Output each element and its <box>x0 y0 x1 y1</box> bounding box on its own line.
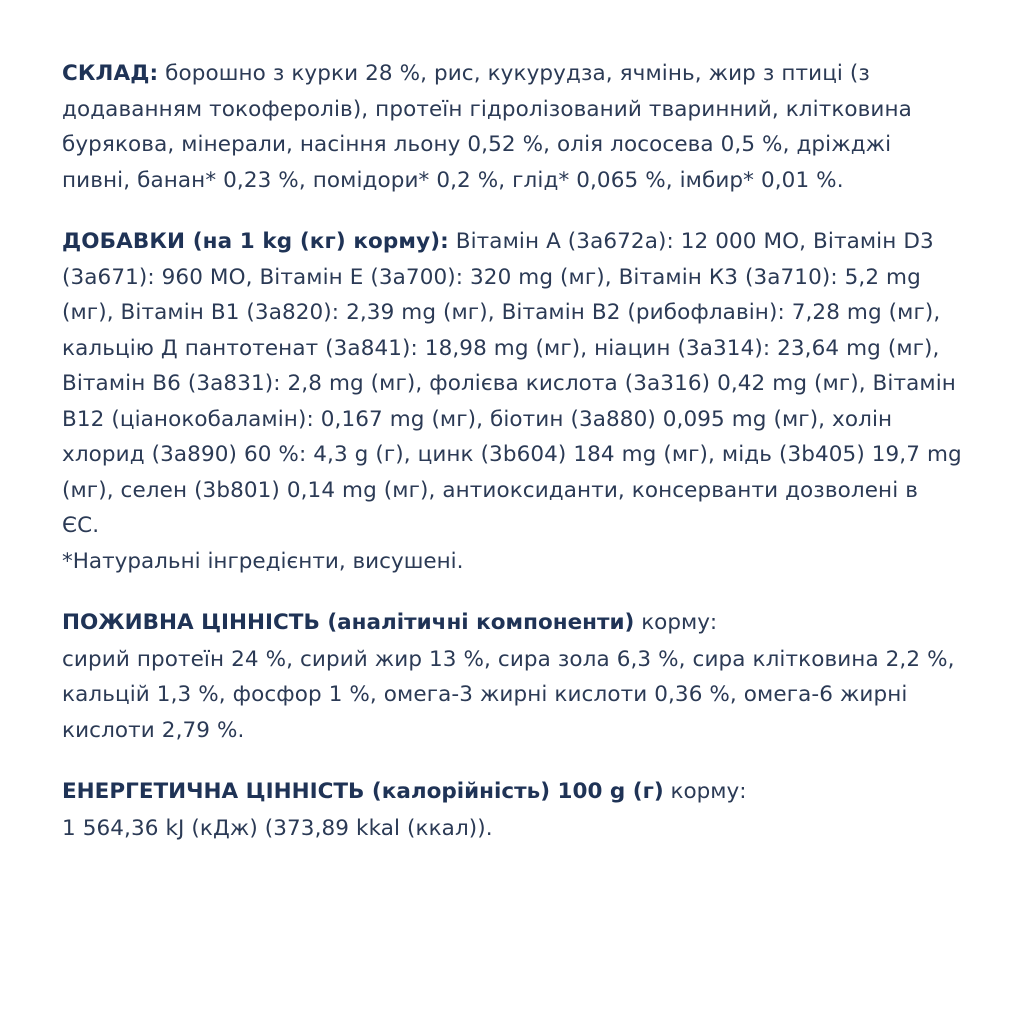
nutritional-value-text: сирий протеїн 24 %, сирий жир 13 %, сира зола 6,3 %, сира клітковина 2,2 %, кальцій 1,3 %, фосфор 1 %, омега-3 жирні кислоти 0,36 %, омега-6 жирні кислоти 2,79 %. <box>62 646 955 743</box>
additives-label: ДОБАВКИ (на 1 kg (кг) корму): <box>62 229 449 254</box>
nutritional-value-section <box>62 605 962 748</box>
nutritional-value-heading-strong: ПОЖИВНА ЦІННІСТЬ (аналітичні компоненти) <box>62 610 635 635</box>
energy-value-text: 1 564,36 kJ (кДж) (373,89 kkal (ккал)). <box>62 815 493 841</box>
composition-label: СКЛАД: <box>62 61 159 86</box>
nutritional-value-heading <box>62 605 962 641</box>
composition-text: борошно з курки 28 %, рис, кукурудза, ячмінь, жир з птиці (з додаванням токоферолів), протеїн гідролізований тваринний, клітковина бурякова, мінерали, насіння льону 0,52 %, олія лососева 0,5 %, дріжджі пивні, банан* 0,23 %, помідори* 0,2 %, глід* 0,065 %, імбир* 0,01 %. <box>62 61 912 193</box>
energy-value-heading <box>62 774 962 810</box>
energy-value-heading-rest: корму: <box>663 779 747 804</box>
composition-section <box>62 56 962 198</box>
additives-paragraph <box>62 224 962 544</box>
composition-paragraph <box>62 56 962 198</box>
nutritional-value-heading-rest: корму: <box>634 610 718 635</box>
energy-value-heading-strong: ЕНЕРГЕТИЧНА ЦІННІСТЬ (калорійність) 100 g (г) <box>62 779 664 804</box>
energy-value-section <box>62 774 962 846</box>
additives-footnote: *Натуральні інгредієнти, висушені. <box>62 548 464 574</box>
additives-section <box>62 224 962 579</box>
additives-text: Вітамін А (3а672а): 12 000 МО, Вітамін D3 (3а671): 960 МО, Вітамін Е (3а700): 320 mg (мг), Вітамін К3 (3а710): 5,2 mg (мг), Вітамін В1 (3а820): 2,39 mg (мг), Вітамін В2 (рибофлавін): 7,28 mg (мг), кальцію Д пантотенат (3а841): 18,98 mg (мг), ніацин (3а314): 23,64 mg (мг), Вітамін В6 (3а831): 2,8 mg (мг), фолієва кислота (3а316) 0,42 mg (мг), Вітамін В12 (ціанокобаламін): 0,167 mg (мг), біотин (3а880) 0,095 mg (мг), холін хлорид (3а890) 60 %: 4,3 g (г), цинк (3b604) 184 mg (мг), мідь (3b405) 19,7 mg (мг), селен (3b801) 0,14 mg (мг), антиоксиданти, консерванти дозволені в ЄС. <box>62 229 962 538</box>
